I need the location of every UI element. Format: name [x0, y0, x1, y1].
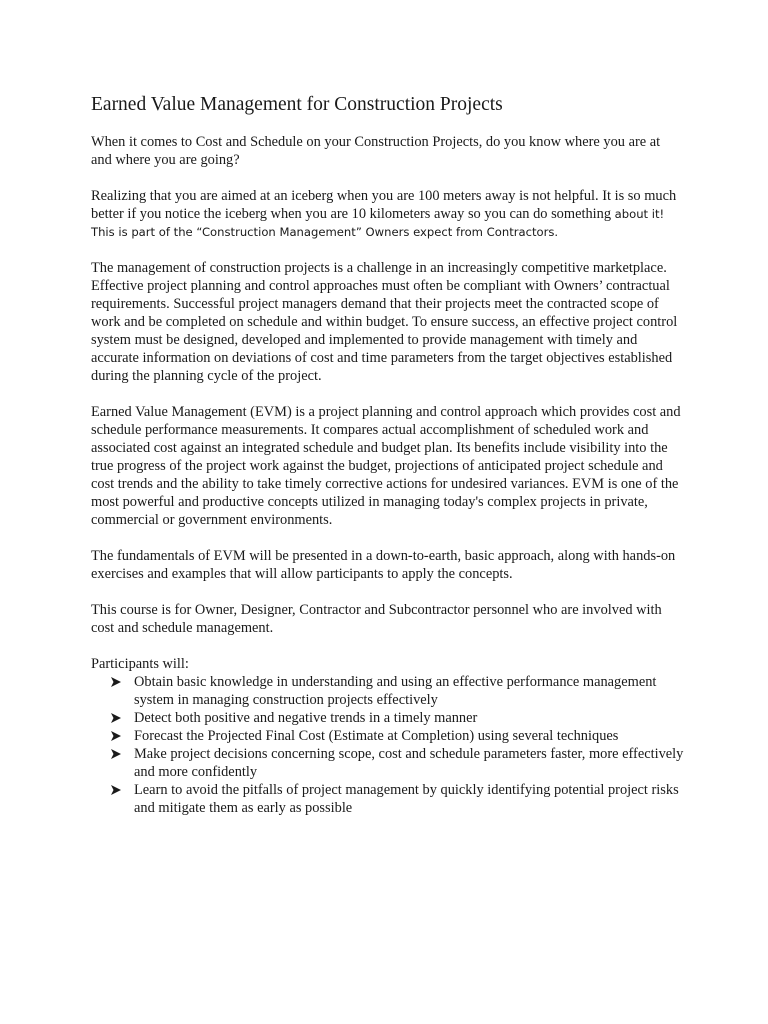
iceberg-paragraph: [91, 187, 683, 241]
list-item: [100, 709, 693, 727]
list-item-text: Learn to avoid the pitfalls of project management by quickly identifying potential project risks and mitigate them as early as possible: [134, 782, 679, 816]
participants-list: [91, 673, 683, 817]
list-item: [100, 727, 693, 745]
list-item-text: Obtain basic knowledge in understanding and using an effective performance management system in managing construction projects effectively: [134, 674, 657, 708]
list-item-text: Forecast the Projected Final Cost (Estimate at Completion) using several techniques: [134, 728, 619, 744]
management-paragraph: The management of construction projects is a challenge in an increasingly competitive marketplace. Effective project planning and control approaches must often be compliant with Owners’ contractual requirements. Successful project managers demand that their projects meet the contracted scope of work and be completed on schedule and within budget. To ensure success, an effective project control system must be designed, developed and implemented to provide management with timely and accurate information on deviations of cost and time parameters from the target objectives established during the planning cycle of the project.: [91, 260, 678, 384]
iceberg-text-serif: Realizing that you are aimed at an iceberg when you are 100 meters away is not helpful. It is so much better if you notice the iceberg when you are 10 kilometers away so you can do something: [91, 188, 677, 222]
document-body: [91, 93, 683, 817]
iceberg-text-sans: about it! This is part of the “Construction Management” Owners expect from Contractors.: [91, 207, 665, 239]
list-item-text: Make project decisions concerning scope, cost and schedule parameters faster, more effectively and more confidently: [134, 746, 684, 780]
fundamentals-paragraph: The fundamentals of EVM will be presented in a down-to-earth, basic approach, along with hands-on exercises and examples that will allow participants to apply the concepts.: [91, 548, 676, 582]
document-title: Earned Value Management for Construction Projects: [91, 94, 503, 115]
list-item-text: Detect both positive and negative trends in a timely manner: [134, 710, 478, 726]
audience-paragraph: This course is for Owner, Designer, Contractor and Subcontractor personnel who are involved with cost and schedule management.: [91, 602, 662, 636]
list-item: [100, 781, 693, 817]
participants-heading: Participants will:: [91, 656, 189, 672]
evm-paragraph: Earned Value Management (EVM) is a project planning and control approach which provides cost and schedule performance measurements. It compares actual accomplishment of scheduled work and associated cost against an integrated schedule and budget plan. Its benefits include visibility into the true progress of the project work against the budget, projections of anticipated project schedule and cost trends and the ability to take timely corrective actions for undesired variances. EVM is one of the most powerful and productive concepts utilized in managing today's complex projects in private, commercial or government environments.: [91, 404, 681, 528]
intro-paragraph: When it comes to Cost and Schedule on your Construction Projects, do you know where you are at and where you are going?: [91, 134, 661, 168]
list-item: [100, 745, 693, 781]
list-item: [100, 673, 693, 709]
